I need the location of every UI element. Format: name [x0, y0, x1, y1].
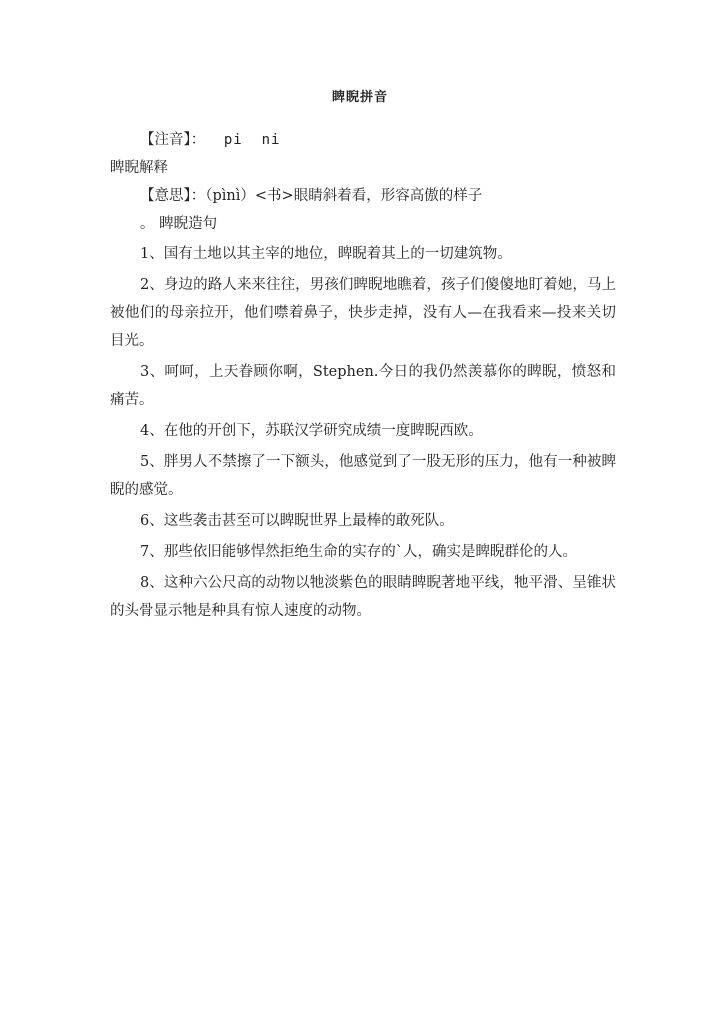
sentence-2: 2、身边的路人来来往往，男孩们睥睨地瞧着，孩子们傻傻地盯着她，马上被他们的母亲拉开，他们噤着鼻子，快步走掉，没有人—在我看来—投来关切目光。 [110, 277, 616, 349]
meaning-label: 【意思】： [140, 188, 206, 204]
sentence-3: 3、呵呵，上天眷顾你啊，Stephen.今日的我仍然羡慕你的睥睨，愤怒和痛苦。 [110, 364, 616, 408]
zhuyin-label: 【注音】： [140, 132, 206, 148]
meaning-tail: 。 睥睨造句 [140, 216, 218, 232]
meaning-text: （pìnì）<书>眼睛斜着看，形容高傲的样子 [205, 188, 483, 204]
zhuyin-line [110, 126, 616, 154]
sentence-5: 5、胖男人不禁擦了一下额头，他感觉到了一股无形的压力，他有一种被睥睨的感觉。 [110, 454, 616, 498]
sentence-7: 7、那些依旧能够悍然拒绝生命的实存的`人，确实是睥睨群伦的人。 [140, 544, 577, 560]
sentence-1: 1、国有土地以其主宰的地位，睥睨着其上的一切建筑物。 [140, 246, 512, 262]
explain-heading: 睥睨解释 [110, 160, 168, 176]
meaning-line [110, 182, 616, 210]
sentence-4: 4、在他的开创下，苏联汉学研究成绩一度睥睨西欧。 [140, 423, 483, 439]
sentence-6: 6、这些袭击甚至可以睥睨世界上最棒的敢死队。 [140, 513, 454, 529]
zhuyin-value: pi ni [223, 132, 281, 148]
document-body [110, 126, 616, 625]
sentence-8: 8、这种六公尺高的动物以牠淡紫色的眼睛睥睨著地平线，牠平滑、呈锥状的头骨显示牠是种具有惊人速度的动物。 [110, 575, 616, 619]
page-title: 睥睨拼音 [331, 90, 388, 105]
